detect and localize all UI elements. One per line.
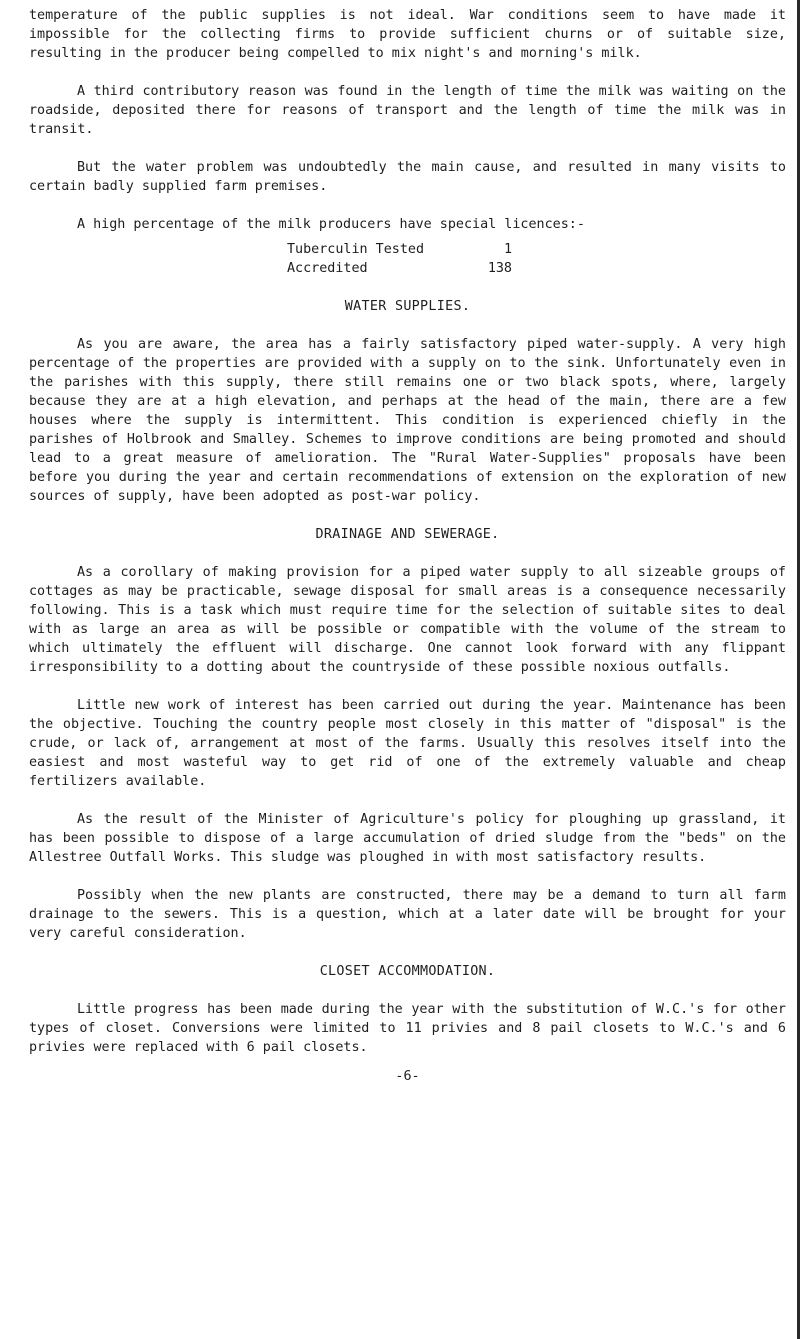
paragraph-third-reason: A third contributory reason was found in the length of time the milk was waiting on the roadside, deposited there for reasons of transport and the length of time the milk was in transit.: [29, 84, 786, 137]
licence-count: 1: [503, 242, 512, 257]
heading-drainage-sewerage: DRAINAGE AND SEWERAGE.: [315, 527, 500, 542]
page-number: -6-: [395, 1069, 420, 1084]
paragraph-sludge: As the result of the Minister of Agriculture's policy for ploughing up grassland, it has been possible to dispose of a large accumulation of dried sludge from the "beds" on the Allestree Outfall Works. This sludge was ploughed in with most satisfactory results.: [29, 812, 786, 865]
licence-type: Tuberculin Tested: [287, 242, 425, 257]
paragraph-special-licences: A high percentage of the milk producers have special licences:-: [77, 217, 585, 232]
licence-row: [287, 259, 512, 278]
paragraph-sewage-disposal: As a corollary of making provision for a piped water supply to all sizeable groups of cottages as may be practicable, sewage disposal for small areas is a consequence necessarily following. This is a task which must require time for the selection of suitable sites to deal with as large an area as will be possible or compatible with the volume of the stream to which ultimately the effluent will discharge. One cannot look forward with any flippant irresponsibility to a dotting about the countryside of these possible noxious outfalls.: [29, 565, 786, 675]
paragraph-farm-drainage: Possibly when the new plants are constructed, there may be a demand to turn all farm drainage to the sewers. This is a question, which at a later date will be brought for your very careful consideration.: [29, 888, 786, 941]
licence-type: Accredited: [287, 261, 368, 276]
paragraph-water-problem: But the water problem was undoubtedly the main cause, and resulted in many visits to certain badly supplied farm premises.: [29, 160, 786, 194]
paragraph-maintenance: Little new work of interest has been carried out during the year. Maintenance has been the objective. Touching the country people most closely in this matter of "disposal" is the crude, or lack of, arrangement at most of the farms. Usually this resolves itself into the easiest and most wasteful way to get rid of one of the extremely valuable and cheap fertilizers available.: [29, 698, 786, 789]
paragraph-closets: Little progress has been made during the year with the substitution of W.C.'s for other types of closet. Conversions were limited to 11 privies and 8 pail closets to W.C.'s and 6 privies were replaced with 6 pail closets.: [29, 1002, 786, 1055]
paragraph-milk-temperature: temperature of the public supplies is not ideal. War conditions seem to have made it impossible for the collecting firms to provide sufficient churns or of suitable size, resulting in the producer being compelled to mix night's and morning's milk.: [29, 8, 786, 61]
heading-water-supplies: WATER SUPPLIES.: [344, 299, 471, 314]
licences-table: [287, 240, 786, 278]
paragraph-water-supplies: As you are aware, the area has a fairly satisfactory piped water-supply. A very high percentage of the properties are provided with a supply on to the sink. Unfortunately even in the parishes with this supply, there still remains one or two black spots, where, largely because they are at a high elevation, and perhaps at the head of the main, there are a few houses where the supply is intermittent. This condition is experienced chiefly in the parishes of Holbrook and Smalley. Schemes to improve conditions are being promoted and should lead to a great measure of amelioration. The "Rural Water-Supplies" proposals have been before you during the year and certain recommendations of extension on the exploration of new sources of supply, have been adopted as post-war policy.: [29, 337, 786, 504]
licence-row: [287, 240, 512, 259]
licence-count: 138: [487, 261, 512, 276]
heading-closet-accommodation: CLOSET ACCOMMODATION.: [319, 964, 496, 979]
